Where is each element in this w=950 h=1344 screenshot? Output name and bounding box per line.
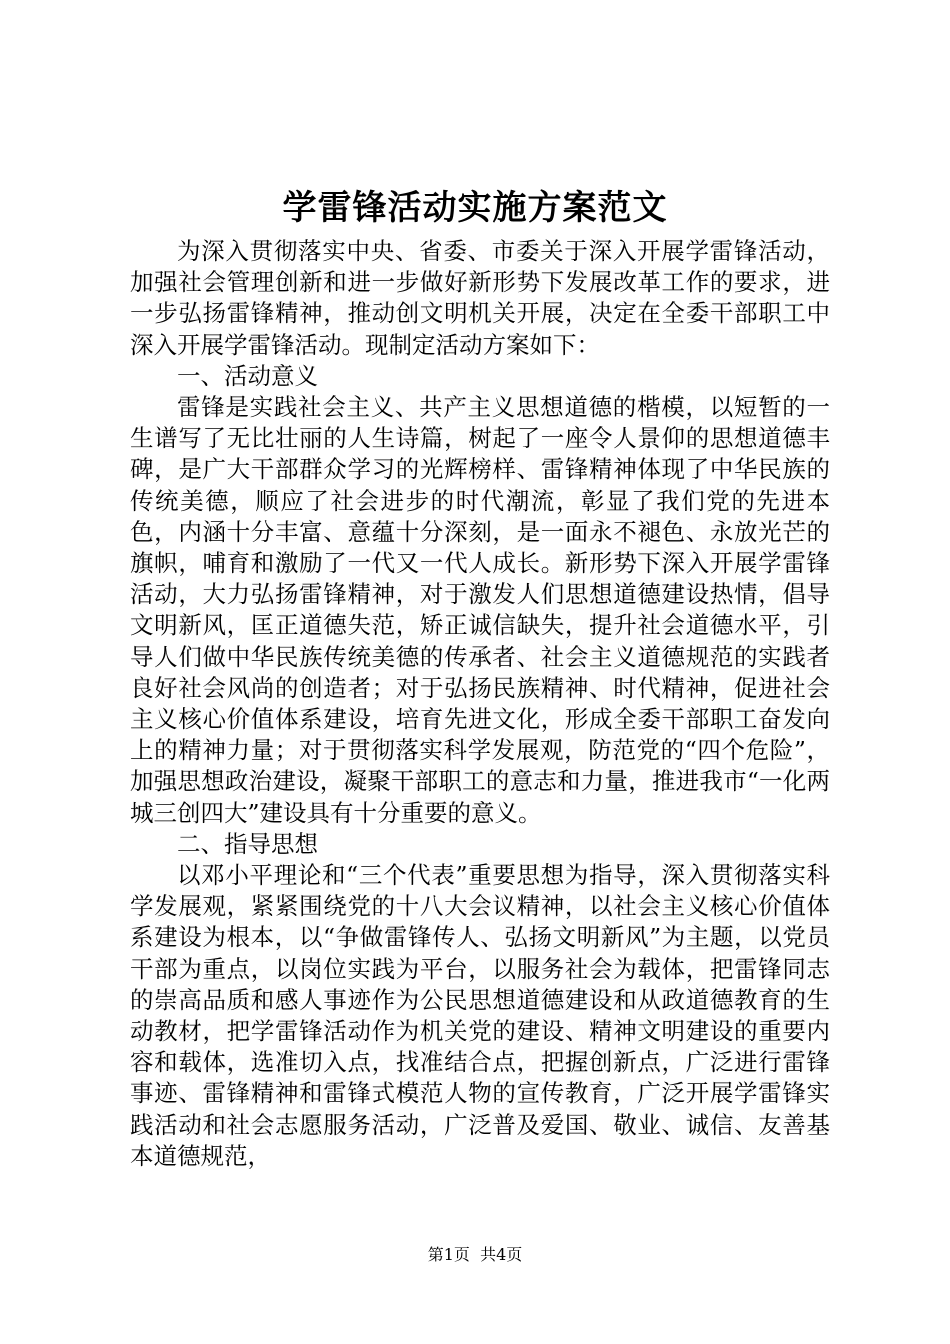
intro-paragraph: 为深入贯彻落实中央、省委、市委关于深入开展学雷锋活动，加强社会管理创新和进一步做好新形势下发展改革工作的要求，进一步弘扬雷锋精神，推动创文明机关开展，决定在全委干部职工中深入开展学雷锋活动。现制定活动方案如下： [130, 237, 830, 359]
document-title: 学雷锋活动实施方案范文 [282, 188, 668, 228]
section-heading-significance: 一、活动意义 [177, 361, 318, 390]
document-body [130, 236, 830, 1172]
page-number-total: 共4页 [480, 1245, 523, 1264]
section-heading-guiding-thought: 二、指导思想 [177, 829, 318, 858]
page-footer [0, 1244, 950, 1266]
footer-separator [470, 1245, 480, 1264]
significance-paragraph: 雷锋是实践社会主义、共产主义思想道德的楷模，以短暂的一生谱写了无比壮丽的人生诗篇，树起了一座令人景仰的思想道德丰碑，是广大干部群众学习的光辉榜样、雷锋精神体现了中华民族的传统美德，顺应了社会进步的时代潮流，彰显了我们党的先进本色，内涵十分丰富、意蕴十分深刻，是一面永不褪色、永放光芒的旗帜，哺育和激励了一代又一代人成长。新形势下深入开展学雷锋活动，大力弘扬雷锋精神，对于激发人们思想道德建设热情，倡导文明新风，匡正道德失范，矫正诚信缺失，提升社会道德水平，引导人们做中华民族传统美德的传承者、社会主义道德规范的实践者良好社会风尚的创造者；对于弘扬民族精神、时代精神，促进社会主义核心价值体系建设，培育先进文化，形成全委干部职工奋发向上的精神力量；对于贯彻落实科学发展观，防范党的“四个危险”，加强思想政治建设，凝聚干部职工的意志和力量，推进我市“一化两城三创四大”建设具有十分重要的意义。 [130, 393, 830, 827]
page-number-current: 第1页 [427, 1245, 470, 1264]
guiding-thought-paragraph: 以邓小平理论和“三个代表”重要思想为指导，深入贯彻落实科学发展观，紧紧围绕党的十八大会议精神，以社会主义核心价值体系建设为根本，以“争做雷锋传人、弘扬文明新风”为主题，以党员干部为重点，以岗位实践为平台，以服务社会为载体，把雷锋同志的崇高品质和感人事迹作为公民思想道德建设和从政道德教育的生动教材，把学雷锋活动作为机关党的建设、精神文明建设的重要内容和载体，选准切入点，找准结合点，把握创新点，广泛进行雷锋事迹、雷锋精神和雷锋式模范人物的宣传教育，广泛开展学雷锋实践活动和社会志愿服务活动，广泛普及爱国、敬业、诚信、友善基本道德规范， [130, 861, 830, 1170]
